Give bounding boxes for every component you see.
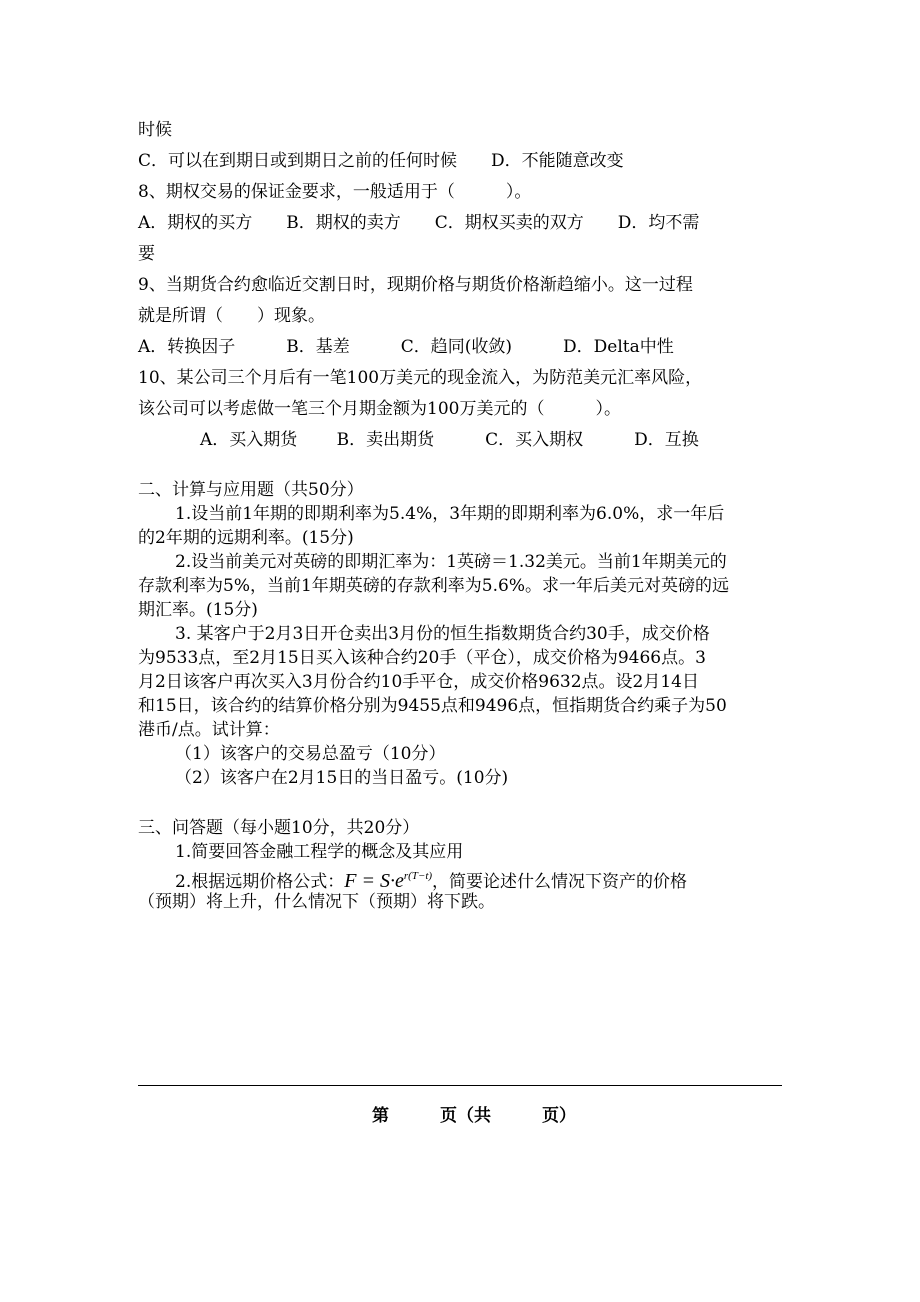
section-heading: 三、问答题（每小题10分，共20分）: [138, 818, 420, 838]
question-text: 2.设当前美元对英磅的即期汇率为：1英磅＝1.32美元。当前1年期美元的: [175, 552, 727, 572]
question-text-tail: ，简要论述什么情况下资产的价格: [432, 872, 688, 892]
question-text: 10、某公司三个月后有一笔100万美元的现金流入，为防范美元汇率风险，: [138, 368, 703, 388]
question-text: 期汇率。(15分): [138, 600, 258, 620]
question-text: 就是所谓（ ）现象。: [138, 306, 325, 326]
options-line: A．转换因子 B．基差 C．趋同(收敛) D．Delta中性: [138, 337, 674, 357]
question-text: 1.简要回答金融工程学的概念及其应用: [175, 842, 464, 862]
forward-price-formula: [344, 870, 432, 892]
sub-question: （1）该客户的交易总盈亏（10分）: [175, 744, 446, 764]
question-text: 和15日，该合约的结算价格分别为9455点和9496点，恒指期货合约乘子为50: [138, 696, 727, 716]
question-text: 该公司可以考虑做一笔三个月期金额为100万美元的（ ）。: [138, 399, 621, 419]
question-text: 港币/点。试计算：: [138, 720, 280, 740]
question-text: [175, 865, 687, 893]
text-line: 时候: [138, 120, 172, 140]
options-line: 要: [138, 244, 155, 264]
question-text: 9、当期货合约愈临近交割日时，现期价格与期货价格渐趋缩小。这一过程: [138, 275, 693, 295]
question-text: 为9533点，至2月15日买入该种合约20手（平仓），成交价格为9466点。3: [138, 648, 706, 668]
formula-exponent: r(T−t): [403, 870, 433, 882]
question-text: 月2日该客户再次买入3月份合约10手平仓，成交价格9632点。设2月14日: [138, 672, 699, 692]
question-text: 3. 某客户于2月3日开仓卖出3月份的恒生指数期货合约30手，成交价格: [175, 624, 710, 644]
section-heading: 二、计算与应用题（共50分）: [138, 480, 364, 500]
question-text: 存款利率为5%，当前1年期英磅的存款利率为5.6%。求一年后美元对英磅的远: [138, 576, 729, 596]
options-line: C．可以在到期日或到期日之前的任何时候 D．不能随意改变: [138, 151, 624, 171]
sub-question: （2）该客户在2月15日的当日盈亏。(10分): [175, 768, 509, 788]
question-text: 1.设当前1年期的即期利率为5.4%，3年期的即期利率为6.0%，求一年后: [175, 504, 725, 524]
question-text: 的2年期的远期利率。(15分): [138, 528, 354, 548]
options-line: A．期权的买方 B．期权的卖方 C．期权买卖的双方 D．均不需: [138, 213, 700, 233]
page-number-footer: 第 页（共 页）: [372, 1106, 576, 1126]
options-line: A．买入期货 B．卖出期货 C．买入期权 D．互换: [200, 430, 699, 450]
footer-divider: [138, 1085, 782, 1086]
question-text-lead: 2.根据远期价格公式：: [175, 872, 345, 892]
question-text: 8、期权交易的保证金要求，一般适用于（ ）。: [138, 182, 532, 202]
question-text: （预期）将上升，什么情况下（预期）将下跌。: [138, 892, 495, 912]
formula-base: F = S·e: [344, 870, 404, 892]
